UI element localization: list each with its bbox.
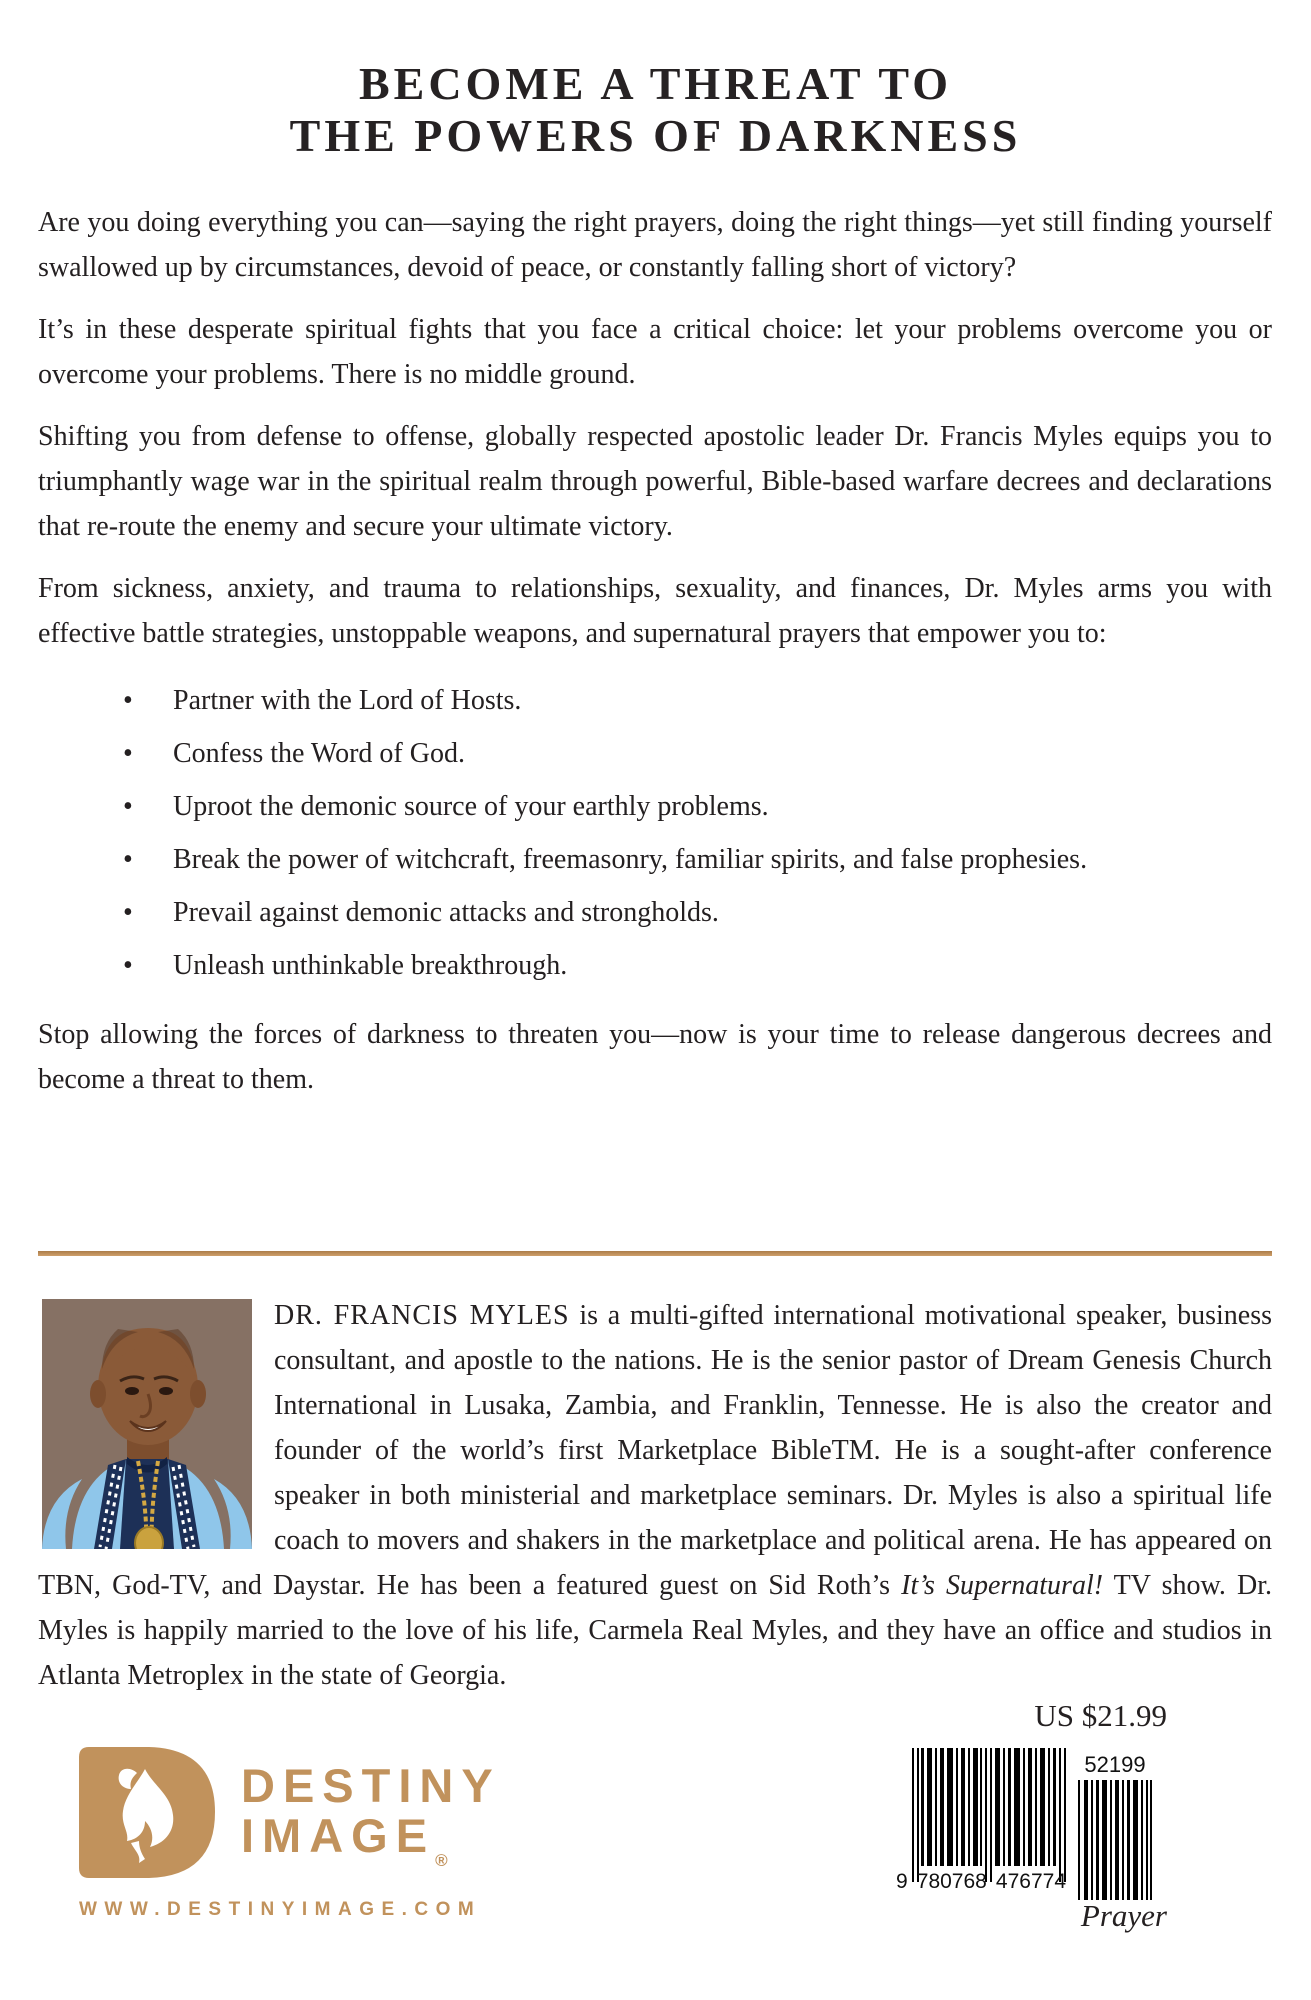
publisher-wordmark: [241, 1761, 501, 1886]
author-photo-illustration: [42, 1299, 252, 1549]
paragraph-1: Are you doing everything you can—saying the right prayers, doing the right things—yet still finding yourself swallowed up by circumstances, devoid of peace, or constantly falling short of victory?: [38, 207, 1272, 283]
list-item: • Prevail against demonic attacks and strongholds.: [173, 890, 1272, 935]
paragraph-3: Shifting you from defense to offense, globally respected apostolic leader Dr. Francis Myles equips you to triumphantly wage war in the spiritual realm through powerful, Bible-based warfare decrees and declarations that re-route the enemy and secure your ultimate victory.: [38, 421, 1272, 542]
closing-paragraph: Stop allowing the forces of darkness to threaten you—now is your time to release dangerous decrees and become a threat to them.: [38, 1019, 1272, 1095]
addon-bars-icon: [1078, 1780, 1152, 1900]
author-name: DR. FRANCIS MYLES: [274, 1300, 570, 1331]
page-title: [0, 58, 1311, 162]
isbn-group-2: 476774: [995, 1870, 1066, 1893]
isbn-barcode: [896, 1748, 1066, 1893]
bio-show-title: It’s Supernatural!: [901, 1570, 1104, 1601]
back-cover-copy: [38, 200, 1272, 1119]
destiny-image-flame-logo-icon: [79, 1747, 215, 1878]
list-item: • Unleash unthinkable breakthrough.: [173, 943, 1272, 988]
paragraph-2: It’s in these desperate spiritual fights that you face a critical choice: let your problems overcome you or overcome your problems. There is no middle ground.: [38, 314, 1272, 390]
paragraph-4: From sickness, anxiety, and trauma to relationships, sexuality, and finances, Dr. Myles arms you with effective battle strategies, unstoppable weapons, and supernatural prayers that empower you to:: [38, 573, 1272, 649]
title-line-2: THE POWERS OF DARKNESS: [289, 110, 1022, 161]
author-photo: [42, 1299, 252, 1549]
author-bio: [38, 1293, 1272, 1698]
bio-text-2: TV show. Dr. Myles is happily married to the love of his life, Carmela Real Myles, and they have an office and studios in Atlanta Metroplex in the state of Georgia.: [38, 1570, 1272, 1691]
registered-trademark-icon: ®: [435, 1851, 448, 1870]
list-item: • Confess the Word of God.: [173, 731, 1272, 776]
isbn-group-1: 780768: [916, 1870, 987, 1893]
price-label: US $21.99: [1034, 1698, 1167, 1733]
title-line-1: BECOME A THREAT TO: [358, 58, 953, 109]
publisher-website: WWW.DESTINYIMAGE.COM: [79, 1899, 482, 1920]
barcode-bars-icon: [912, 1748, 1066, 1888]
list-item: • Break the power of witchcraft, freemasonry, familiar spirits, and false prophesies.: [173, 837, 1272, 882]
list-item: • Uproot the demonic source of your earthly problems.: [173, 784, 1272, 829]
price-addon-barcode: [1078, 1752, 1152, 1905]
publisher-name-line-2: $IMAGE_®$: [241, 1809, 448, 1870]
addon-number: 52199: [1084, 1752, 1146, 1777]
isbn-check-digit: 9: [896, 1870, 908, 1893]
list-item: • Partner with the Lord of Hosts.: [173, 678, 1272, 723]
section-divider: [38, 1251, 1272, 1256]
publisher-block: [79, 1747, 499, 1921]
publisher-name-line-1: DESTINY: [241, 1759, 501, 1812]
category-label: Prayer: [1080, 1898, 1167, 1933]
bio-text-1: is a multi-gifted international motivational speaker, business consultant, and apostle to the nations. He is the senior pastor of Dream Genesis Church International in Lusaka, Zambia, and Franklin, Tennesse. He is also the creator and founder of the world’s first Marketplace BibleTM. He is a sought-after conference speaker in both ministerial and marketplace seminars. Dr. Myles is also a spiritual life coach to movers and shakers in the marketplace and political arena. He has appeared on TBN, God-TV, and Daystar. He has been a featured guest on Sid Roth’s: [38, 1300, 1272, 1601]
bullet-list: [38, 678, 1272, 988]
